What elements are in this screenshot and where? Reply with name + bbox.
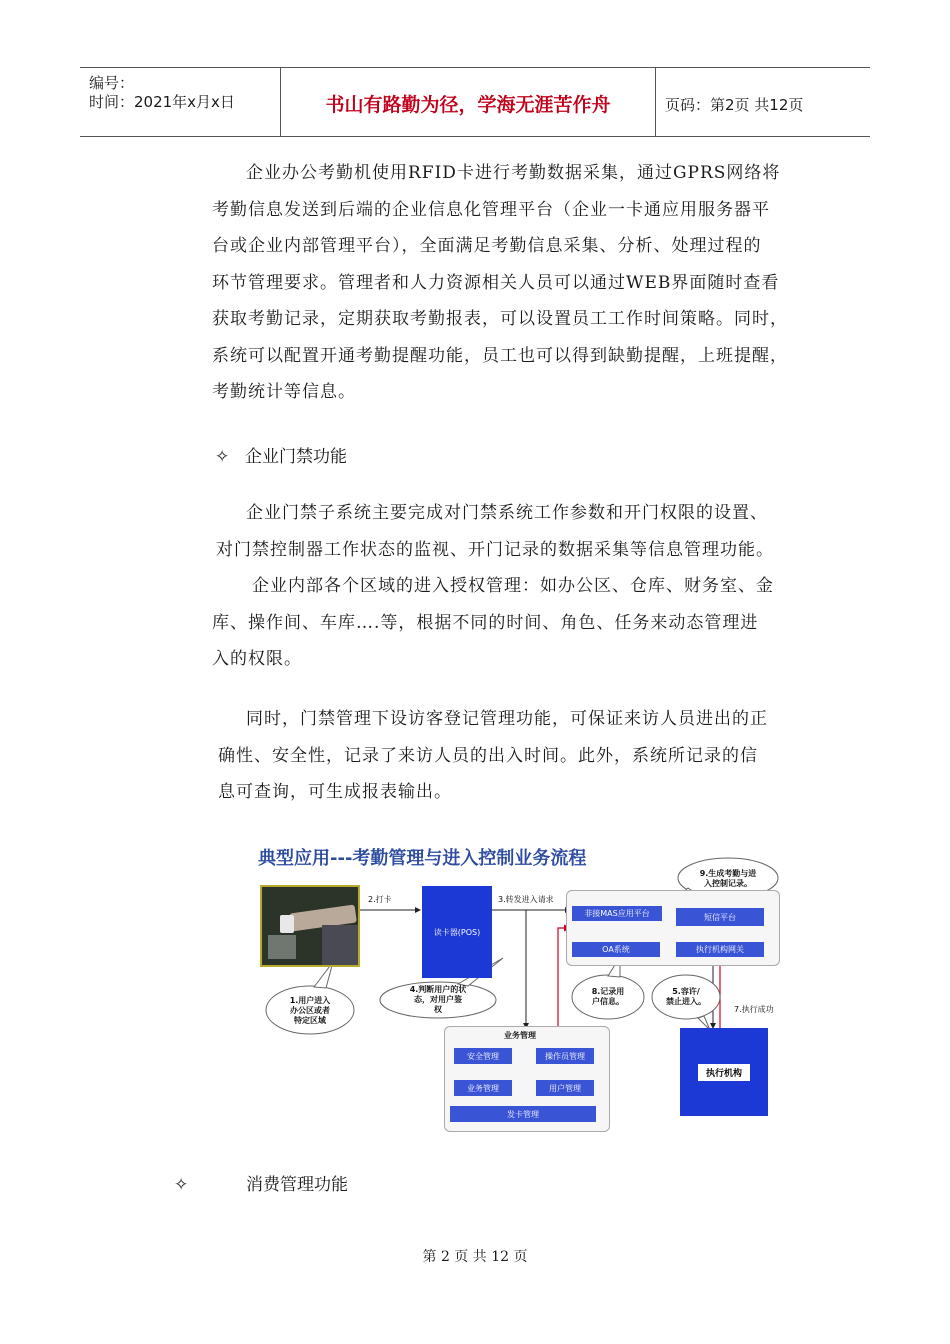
sms-platform-box: 短信平台 bbox=[676, 908, 764, 926]
text-line: 库、操作间、车库….等，根据不同的时间、角色、任务来动态管理进 bbox=[212, 612, 759, 633]
executor-label: 执行机构 bbox=[698, 1064, 750, 1081]
text-line: 系统可以配置开通考勤提醒功能，员工也可以得到缺勤提醒，上班提醒， bbox=[212, 345, 788, 366]
security-mgmt-box: 安全管理 bbox=[454, 1048, 512, 1064]
access-paragraph-1 bbox=[212, 495, 774, 568]
text-line: 环节管理要求。管理者和人力资源相关人员可以通过WEB界面随时查看 bbox=[212, 272, 780, 293]
phone-icon bbox=[280, 915, 294, 933]
header-motto-cell bbox=[281, 68, 656, 136]
step-swipe-label: 2.打卡 bbox=[368, 895, 392, 904]
bubble-allow-deny: 5.容许/ 禁止进入。 bbox=[666, 987, 706, 1006]
section-heading-access bbox=[215, 442, 347, 467]
page-label: 页码：第2页 共12页 bbox=[665, 96, 804, 114]
access-paragraph-3 bbox=[212, 701, 768, 811]
motto: 书山有路勤为径，学海无涯苦作舟 bbox=[325, 94, 611, 116]
text-line: 入的权限。 bbox=[212, 649, 302, 669]
text-line: 台或企业内部管理平台），全面满足考勤信息采集、分析、处理过程的 bbox=[212, 236, 762, 256]
business-mgmt-box: 业务管理 bbox=[454, 1080, 512, 1096]
text-line: 对门禁控制器工作状态的监视、开门记录的数据采集等信息管理功能。 bbox=[216, 539, 774, 560]
text-line: 同时，门禁管理下设访客登记管理功能，可保证来访人员进出的正 bbox=[246, 709, 768, 729]
user-mgmt-box: 用户管理 bbox=[536, 1080, 594, 1096]
step-done-label: 7.执行成功 bbox=[734, 1005, 774, 1014]
section-title: 企业门禁功能 bbox=[245, 447, 347, 467]
oa-system-box: OA系统 bbox=[572, 942, 660, 957]
business-title: 业务管理 bbox=[504, 1031, 536, 1040]
card-issue-box: 发卡管理 bbox=[450, 1106, 596, 1122]
text-line: 息可查询，可生成报表输出。 bbox=[218, 782, 452, 802]
intro-paragraph bbox=[212, 155, 788, 411]
text-line: 企业办公考勤机使用RFID卡进行考勤数据采集，通过GPRS网络将 bbox=[246, 163, 781, 183]
text-line: 考勤统计等信息。 bbox=[212, 382, 356, 402]
bubble-user-enter: 1.用户进入 办公区或者 特定区域 bbox=[289, 996, 331, 1025]
page-footer: 第 2 页 共 12 页 bbox=[422, 1249, 528, 1265]
text-line: 获取考勤记录，定期获取考勤报表，可以设置员工工作时间策略。同时， bbox=[212, 309, 788, 329]
user-photo bbox=[260, 885, 360, 967]
diagram-title: 典型应用---考勤管理与进入控制业务流程 bbox=[258, 848, 587, 869]
diamond-bullet-icon: ✧ bbox=[215, 447, 230, 467]
access-paragraph-2 bbox=[212, 568, 774, 678]
text-line: 企业内部各个区域的进入授权管理：如办公区、仓库、财务室、金 bbox=[252, 576, 774, 596]
number-label: 编号： bbox=[89, 74, 135, 92]
bubble-generate-record: 9.生成考勤与进 入控制记录。 bbox=[699, 869, 757, 888]
step-forward-label: 3.转发进入请求 bbox=[498, 895, 554, 904]
gateway-box: 执行机构网关 bbox=[676, 942, 764, 957]
date-label: 时间：2021年x月x日 bbox=[89, 93, 235, 111]
diamond-bullet-icon: ✧ bbox=[174, 1175, 189, 1195]
text-line: 企业门禁子系统主要完成对门禁系统工作参数和开门权限的设置、 bbox=[246, 503, 768, 523]
text-line: 确性、安全性，记录了来访人员的出入时间。此外，系统所记录的信 bbox=[218, 745, 758, 766]
section-heading-consume bbox=[174, 1170, 348, 1195]
executor-box bbox=[680, 1028, 768, 1116]
bubble-record-user: 8.记录用 户信息。 bbox=[591, 987, 625, 1006]
card-reader-box: 读卡器(POS) bbox=[422, 886, 492, 978]
section-title: 消费管理功能 bbox=[246, 1175, 348, 1195]
workflow-diagram bbox=[258, 840, 798, 1140]
text-line: 考勤信息发送到后端的企业信息化管理平台（企业一卡通应用服务器平 bbox=[212, 199, 770, 220]
page-header bbox=[80, 67, 870, 137]
header-info-cell bbox=[80, 68, 281, 136]
header-page-cell bbox=[656, 68, 870, 136]
bubble-judge-user: 4.判断用户的状 态，对用户鉴 权 bbox=[409, 985, 467, 1014]
mas-platform-box: 非接MAS应用平台 bbox=[572, 906, 662, 921]
operator-mgmt-box: 操作员管理 bbox=[536, 1048, 594, 1064]
